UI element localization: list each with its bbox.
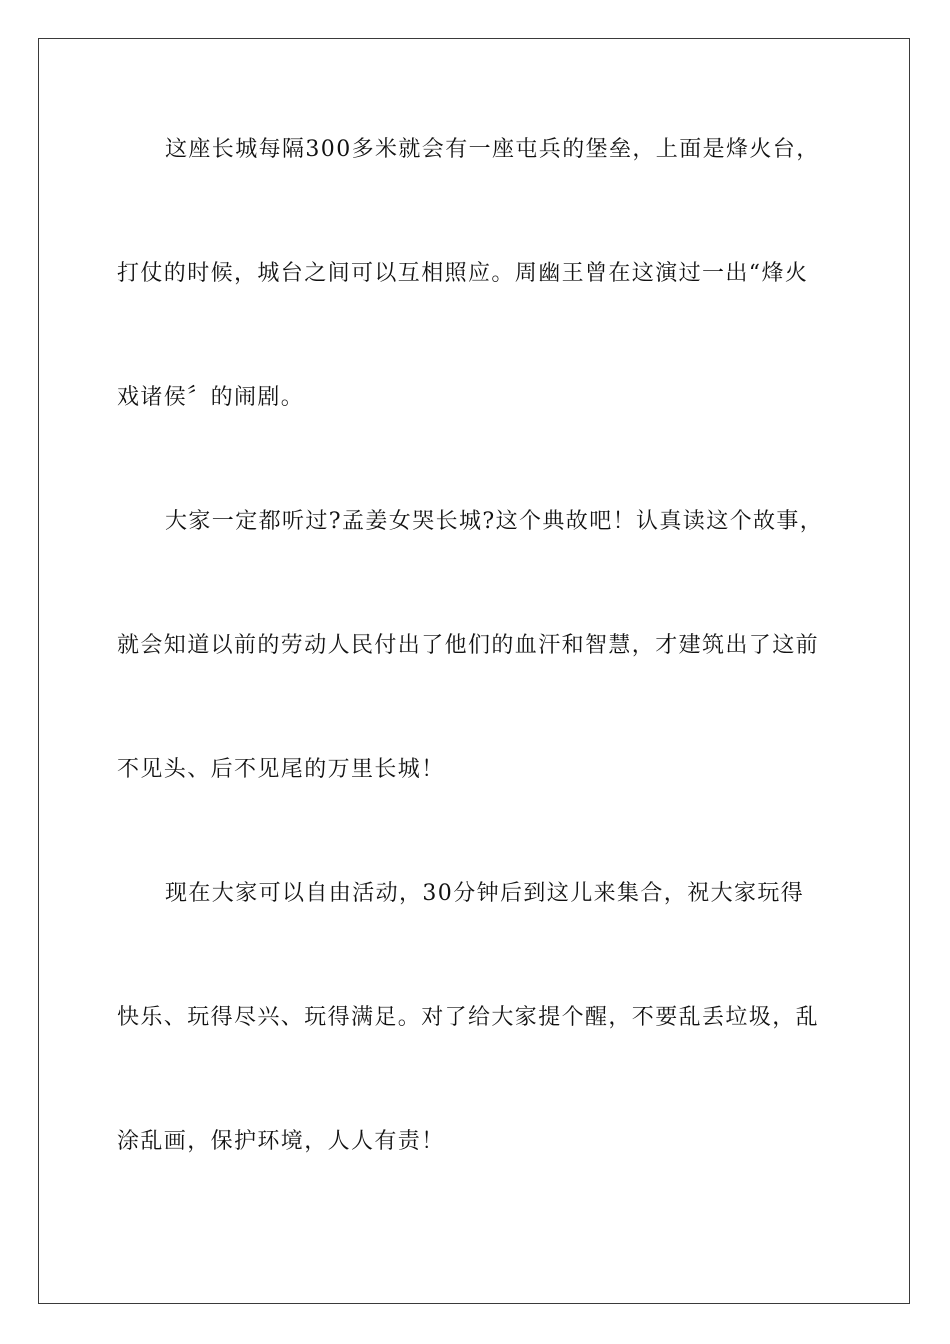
paragraph-line: 大家一定都听过?孟姜女哭长城?这个典故吧！认真读这个故事， — [165, 509, 824, 534]
paragraph-line: 戏诸侯〞的闹剧。 — [117, 385, 305, 410]
paragraph-line: 快乐、玩得尽兴、玩得满足。对了给大家提个醒，不要乱丢垃圾，乱 — [117, 1005, 820, 1030]
paragraph-line: 这座长城每隔300多米就会有一座屯兵的堡垒，上面是烽火台， — [165, 137, 820, 162]
paragraph-line: 涂乱画，保护环境，人人有责！ — [117, 1129, 445, 1154]
paragraph-line: 现在大家可以自由活动，30分钟后到这儿来集合，祝大家玩得 — [165, 881, 805, 906]
paragraph-line: 打仗的时候，城台之间可以互相照应。周幽王曾在这演过一出“烽火 — [117, 261, 809, 286]
paragraph-line: 就会知道以前的劳动人民付出了他们的血汗和智慧，才建筑出了这前 — [117, 633, 820, 658]
page-border — [38, 38, 910, 1304]
paragraph-line: 不见头、后不见尾的万里长城！ — [117, 757, 445, 782]
